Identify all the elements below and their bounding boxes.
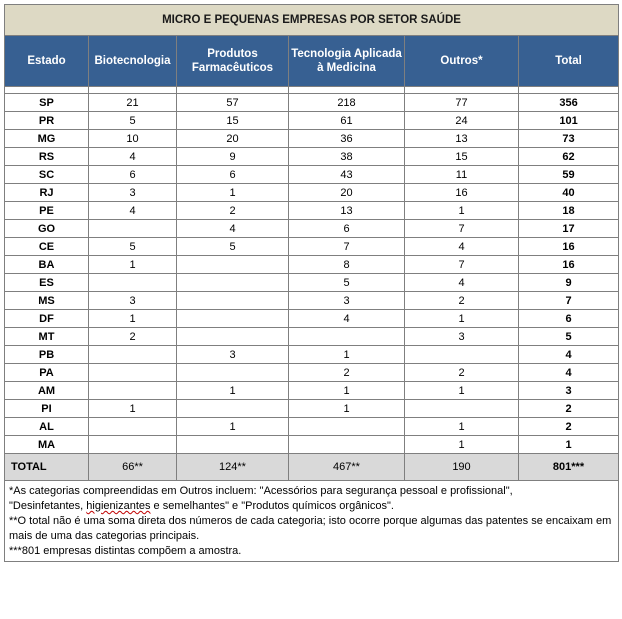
cell-outros: 1 xyxy=(405,382,519,400)
table-row xyxy=(5,202,619,220)
cell-bio: 4 xyxy=(89,148,177,166)
cell-prod: 3 xyxy=(177,346,289,364)
cell-bio: 5 xyxy=(89,112,177,130)
cell-estado: CE xyxy=(5,238,89,256)
col-header-estado: Estado xyxy=(5,36,89,87)
report-table-container xyxy=(4,4,618,562)
cell-bio: 1 xyxy=(89,400,177,418)
cell-bio: 3 xyxy=(89,184,177,202)
cell-tec: 5 xyxy=(289,274,405,292)
cell-outros: 2 xyxy=(405,292,519,310)
cell-prod: 6 xyxy=(177,166,289,184)
cell-prod: 9 xyxy=(177,148,289,166)
table-row xyxy=(5,166,619,184)
cell-tec: 1 xyxy=(289,400,405,418)
cell-total: 6 xyxy=(519,310,619,328)
cell-total: 1 xyxy=(519,436,619,454)
cell-tec: 8 xyxy=(289,256,405,274)
footnote-3: ***801 empresas distintas compõem a amostra. xyxy=(9,544,614,559)
footnote-2: **O total não é uma soma direta dos números de cada categoria; isto ocorre porque algumas das patentes se encaixam em mais de uma das categorias principais. xyxy=(9,514,614,544)
cell-estado: DF xyxy=(5,310,89,328)
cell-total: 17 xyxy=(519,220,619,238)
cell-bio: 6 xyxy=(89,166,177,184)
cell-prod xyxy=(177,256,289,274)
cell-total: 7 xyxy=(519,292,619,310)
totals-label: TOTAL xyxy=(5,454,89,481)
table-row xyxy=(5,256,619,274)
cell-bio: 1 xyxy=(89,310,177,328)
cell-prod: 1 xyxy=(177,184,289,202)
cell-bio xyxy=(89,346,177,364)
cell-bio: 4 xyxy=(89,202,177,220)
table-row xyxy=(5,148,619,166)
cell-total: 16 xyxy=(519,256,619,274)
cell-total: 4 xyxy=(519,364,619,382)
table-row xyxy=(5,112,619,130)
totals-prod: 124** xyxy=(177,454,289,481)
table-row xyxy=(5,184,619,202)
table-row xyxy=(5,220,619,238)
col-header-biotecnologia: Biotecnologia xyxy=(89,36,177,87)
table-row xyxy=(5,400,619,418)
cell-estado: AL xyxy=(5,418,89,436)
cell-prod xyxy=(177,328,289,346)
cell-outros: 2 xyxy=(405,364,519,382)
cell-outros: 4 xyxy=(405,238,519,256)
table-row xyxy=(5,328,619,346)
col-header-tecnologia: Tecnologia Aplicada à Medicina xyxy=(289,36,405,87)
cell-total: 356 xyxy=(519,94,619,112)
col-header-produtos: Produtos Farmacêuticos xyxy=(177,36,289,87)
table-row xyxy=(5,418,619,436)
cell-outros: 1 xyxy=(405,310,519,328)
cell-prod: 2 xyxy=(177,202,289,220)
cell-outros xyxy=(405,346,519,364)
spellcheck-word: higienizantes xyxy=(86,500,150,512)
table-row xyxy=(5,274,619,292)
totals-tec: 467** xyxy=(289,454,405,481)
cell-estado: RS xyxy=(5,148,89,166)
cell-estado: PB xyxy=(5,346,89,364)
cell-estado: SP xyxy=(5,94,89,112)
cell-bio xyxy=(89,364,177,382)
cell-total: 62 xyxy=(519,148,619,166)
cell-outros: 24 xyxy=(405,112,519,130)
cell-outros: 1 xyxy=(405,418,519,436)
table-row xyxy=(5,346,619,364)
cell-total: 59 xyxy=(519,166,619,184)
cell-estado: SC xyxy=(5,166,89,184)
cell-estado: RJ xyxy=(5,184,89,202)
cell-tec: 1 xyxy=(289,382,405,400)
cell-outros: 4 xyxy=(405,274,519,292)
cell-estado: PE xyxy=(5,202,89,220)
cell-outros: 77 xyxy=(405,94,519,112)
cell-total: 16 xyxy=(519,238,619,256)
col-header-total: Total xyxy=(519,36,619,87)
totals-row xyxy=(5,454,619,481)
cell-bio: 3 xyxy=(89,292,177,310)
cell-bio xyxy=(89,436,177,454)
cell-prod: 1 xyxy=(177,418,289,436)
cell-tec: 1 xyxy=(289,346,405,364)
cell-bio: 5 xyxy=(89,238,177,256)
cell-tec: 36 xyxy=(289,130,405,148)
cell-bio xyxy=(89,274,177,292)
table-body xyxy=(5,94,619,454)
cell-tec: 3 xyxy=(289,292,405,310)
cell-outros: 7 xyxy=(405,256,519,274)
table-row xyxy=(5,130,619,148)
table-row xyxy=(5,94,619,112)
table-row xyxy=(5,382,619,400)
table-row xyxy=(5,364,619,382)
cell-tec: 4 xyxy=(289,310,405,328)
cell-prod: 15 xyxy=(177,112,289,130)
cell-prod: 1 xyxy=(177,382,289,400)
cell-total: 2 xyxy=(519,418,619,436)
cell-bio: 2 xyxy=(89,328,177,346)
cell-bio xyxy=(89,382,177,400)
cell-estado: PR xyxy=(5,112,89,130)
cell-outros: 16 xyxy=(405,184,519,202)
cell-prod: 57 xyxy=(177,94,289,112)
table-row xyxy=(5,238,619,256)
cell-tec: 38 xyxy=(289,148,405,166)
cell-bio xyxy=(89,418,177,436)
footnotes xyxy=(5,481,619,562)
cell-estado: PI xyxy=(5,400,89,418)
cell-tec: 218 xyxy=(289,94,405,112)
cell-estado: BA xyxy=(5,256,89,274)
cell-prod xyxy=(177,292,289,310)
table-row xyxy=(5,436,619,454)
cell-estado: MS xyxy=(5,292,89,310)
cell-estado: PA xyxy=(5,364,89,382)
footnote-1: *As categorias compreendidas em Outros incluem: "Acessórios para segurança pessoal e profissional", "Desinfetantes, higienizantes e semelhantes" e "Produtos químicos orgânicos". xyxy=(9,484,614,514)
cell-prod: 20 xyxy=(177,130,289,148)
cell-outros: 3 xyxy=(405,328,519,346)
cell-total: 9 xyxy=(519,274,619,292)
cell-total: 3 xyxy=(519,382,619,400)
cell-total: 101 xyxy=(519,112,619,130)
cell-total: 73 xyxy=(519,130,619,148)
cell-bio: 1 xyxy=(89,256,177,274)
cell-tec: 13 xyxy=(289,202,405,220)
header-row xyxy=(5,36,619,87)
cell-prod xyxy=(177,364,289,382)
sector-table xyxy=(4,4,619,562)
cell-tec: 61 xyxy=(289,112,405,130)
cell-tec: 20 xyxy=(289,184,405,202)
totals-bio: 66** xyxy=(89,454,177,481)
cell-prod: 4 xyxy=(177,220,289,238)
totals-outros: 190 xyxy=(405,454,519,481)
cell-estado: AM xyxy=(5,382,89,400)
cell-tec: 7 xyxy=(289,238,405,256)
cell-estado: ES xyxy=(5,274,89,292)
cell-prod xyxy=(177,400,289,418)
cell-tec xyxy=(289,436,405,454)
cell-outros: 1 xyxy=(405,436,519,454)
cell-tec: 2 xyxy=(289,364,405,382)
cell-outros: 13 xyxy=(405,130,519,148)
cell-estado: GO xyxy=(5,220,89,238)
cell-tec: 43 xyxy=(289,166,405,184)
cell-bio xyxy=(89,220,177,238)
cell-tec xyxy=(289,418,405,436)
cell-estado: MT xyxy=(5,328,89,346)
table-row xyxy=(5,292,619,310)
cell-outros: 15 xyxy=(405,148,519,166)
cell-total: 4 xyxy=(519,346,619,364)
table-title: MICRO E PEQUENAS EMPRESAS POR SETOR SAÚDE xyxy=(5,5,619,36)
cell-total: 18 xyxy=(519,202,619,220)
cell-total: 40 xyxy=(519,184,619,202)
cell-outros: 7 xyxy=(405,220,519,238)
cell-estado: MG xyxy=(5,130,89,148)
cell-prod xyxy=(177,436,289,454)
cell-outros: 1 xyxy=(405,202,519,220)
cell-estado: MA xyxy=(5,436,89,454)
cell-bio: 21 xyxy=(89,94,177,112)
table-row xyxy=(5,310,619,328)
cell-tec xyxy=(289,328,405,346)
cell-total: 5 xyxy=(519,328,619,346)
cell-prod: 5 xyxy=(177,238,289,256)
cell-tec: 6 xyxy=(289,220,405,238)
cell-total: 2 xyxy=(519,400,619,418)
cell-prod xyxy=(177,274,289,292)
totals-total: 801*** xyxy=(519,454,619,481)
cell-outros: 11 xyxy=(405,166,519,184)
cell-outros xyxy=(405,400,519,418)
cell-bio: 10 xyxy=(89,130,177,148)
col-header-outros: Outros* xyxy=(405,36,519,87)
cell-prod xyxy=(177,310,289,328)
